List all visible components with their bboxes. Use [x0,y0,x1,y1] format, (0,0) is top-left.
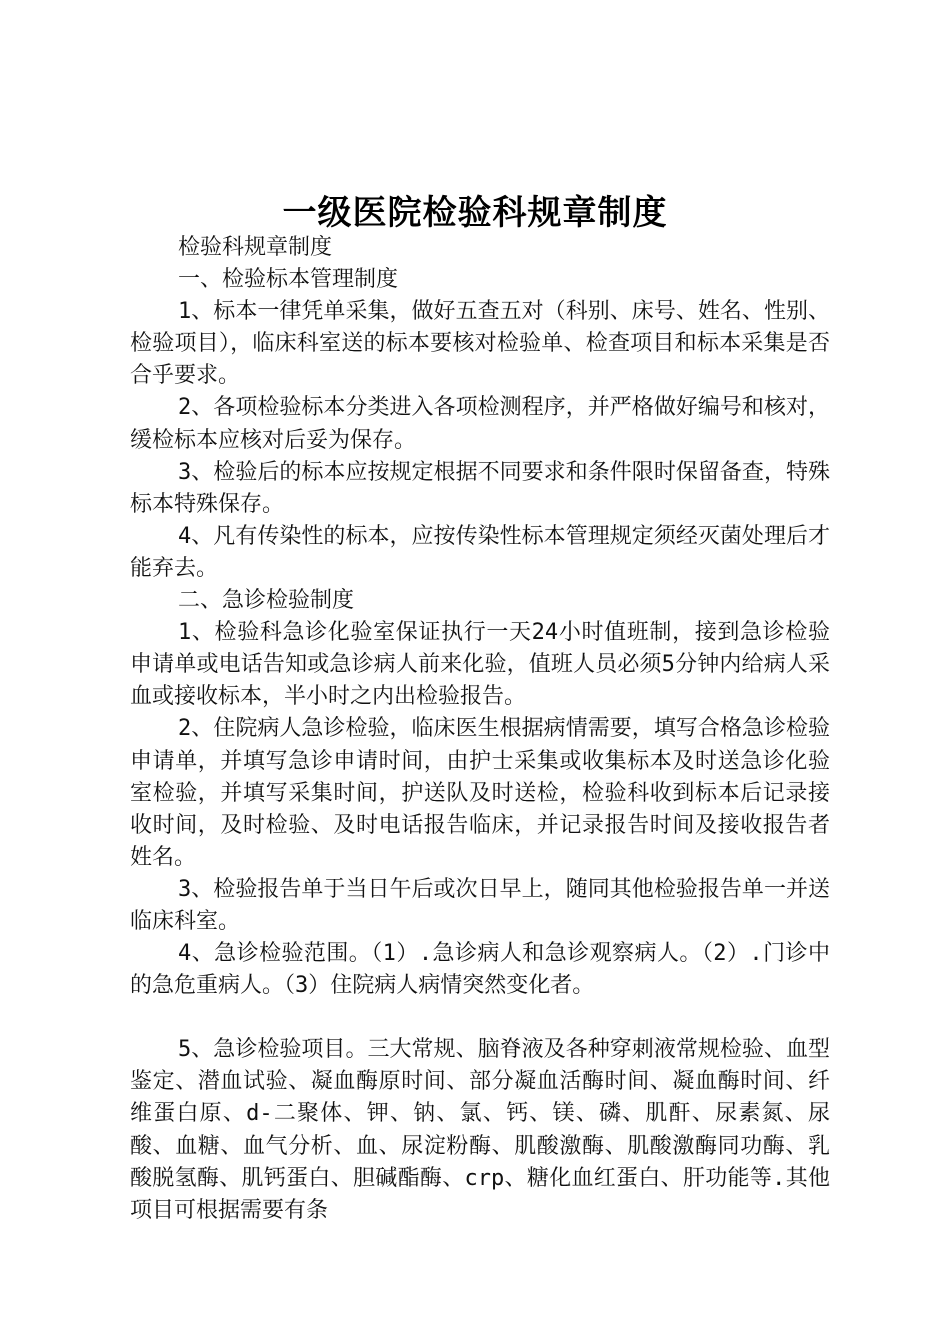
paragraph: 3、检验后的标本应按规定根据不同要求和条件限时保留备查，特殊标本特殊保存。 [130,459,830,517]
section-heading-1: 一、检验标本管理制度 [178,267,399,293]
paragraph: 1、标本一律凭单采集，做好五查五对（科别、床号、姓名、性别、检验项目），临床科室送的标本要核对检验单、检查项目和标本采集是否合乎要求。 [130,299,830,389]
paragraph: 1、检验科急诊化验室保证执行一天24小时值班制，接到急诊检验申请单或电话告知或急诊病人前来化验，值班人员必须5分钟内给病人采血或接收标本，半小时之内出检验报告。 [130,620,830,710]
document-title: 一级医院检验科规章制度 [282,193,668,233]
paragraph: 4、凡有传染性的标本，应按传染性标本管理规定须经灭菌处理后才能弃去。 [130,523,830,581]
paragraph: 4、急诊检验范围。（1）.急诊病人和急诊观察病人。（2）.门诊中的急危重病人。（3）住院病人病情突然变化者。 [130,941,830,999]
paragraph-gap [130,1002,830,1034]
section-heading-2: 二、急诊检验制度 [178,588,355,614]
document-body [130,232,830,1227]
paragraph: 5、急诊检验项目。三大常规、脑脊液及各种穿刺液常规检验、血型鉴定、潜血试验、凝血酶原时间、部分凝血活酶时间、凝血酶时间、纤维蛋白原、d-二聚体、钾、钠、氯、钙、镁、磷、肌酐、尿素氮、尿酸、血糖、血气分析、血、尿淀粉酶、肌酸激酶、肌酸激酶同功酶、乳酸脱氢酶、肌钙蛋白、胆碱酯酶、crp、糖化血红蛋白、肝功能等.其他项目可根据需要有条 [130,1037,830,1223]
paragraph: 3、检验报告单于当日午后或次日早上，随同其他检验报告单一并送临床科室。 [130,876,830,934]
paragraph: 2、各项检验标本分类进入各项检测程序，并严格做好编号和核对，缓检标本应核对后妥为保存。 [130,395,830,453]
paragraph: 2、住院病人急诊检验，临床医生根据病情需要，填写合格急诊检验申请单，并填写急诊申请时间，由护士采集或收集标本及时送急诊化验室检验，并填写采集时间，护送队及时送检，检验科收到标本后记录接收时间，及时检验、及时电话报告临床，并记录报告时间及接收报告者姓名。 [130,716,830,870]
section-heading-main: 检验科规章制度 [178,235,333,260]
